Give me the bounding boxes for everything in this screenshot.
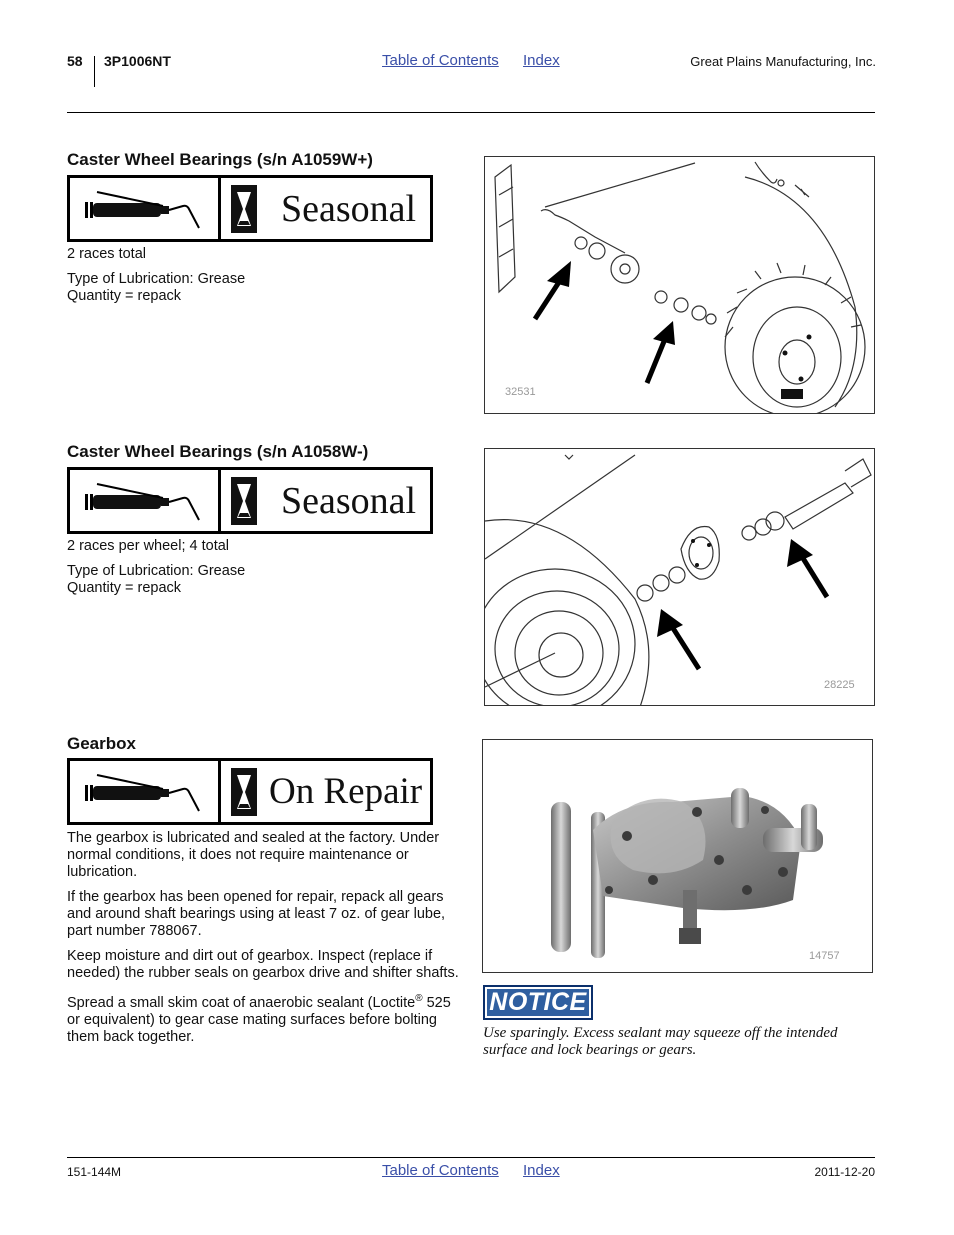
interval-label: Seasonal [281, 187, 417, 230]
page-number: 58 [67, 53, 83, 69]
header-index-link[interactable]: Index [523, 52, 560, 69]
revision-date: 2011-12-20 [814, 1165, 875, 1179]
figure-number: 28225 [824, 679, 855, 691]
figure-caster-a1058w [484, 448, 875, 706]
doc-number: 151-144M [67, 1165, 122, 1179]
footer-index-link[interactable]: Index [523, 1162, 560, 1179]
figure-gearbox-photo [482, 739, 873, 973]
section-text: 2 races total Type of Lubrication: Grease Quantity = repack [67, 246, 246, 304]
grease-gun-icon [79, 765, 209, 819]
footer-toc-link[interactable]: Table of Contents [382, 1162, 499, 1179]
grease-gun-icon [79, 474, 209, 528]
interval-label: On Repair [269, 771, 423, 812]
interval-cell [221, 470, 430, 531]
sealant-paragraph: Spread a small skim coat of anaerobic sealant (Loctite® 525 or equivalent) to gear case mating surfaces before bolting them back together. [67, 993, 451, 1045]
interval-cell [221, 761, 430, 822]
section-title-caster-a1059w: Caster Wheel Bearings (s/n A1059W+) [67, 150, 373, 169]
figure-number: 32531 [505, 386, 536, 398]
header-divider [94, 56, 95, 87]
hourglass-icon [231, 768, 257, 816]
hourglass-icon [231, 185, 257, 233]
model-number: 3P1006NT [104, 53, 171, 69]
interval-label: Seasonal [281, 479, 417, 522]
registered-mark: ® [415, 993, 423, 1004]
grease-gun-cell [70, 178, 221, 239]
lube-interval-box [67, 758, 433, 825]
grease-gun-cell [70, 761, 221, 822]
section-text: 2 races per wheel; 4 total Type of Lubrication: Grease Quantity = repack [67, 538, 246, 596]
figure-caster-a1059w [484, 156, 875, 414]
section-text: The gearbox is lubricated and sealed at the factory. Under normal conditions, it does not require maintenance or lubrication. If the gearbox has been opened for repair, repack all gears and around shaft bearings using at least 7 oz. of gear lube, part number 788067. Keep moisture and dirt out of gearbox. Inspect (replace if needed) the rubber seals on gearbox drive and shifter shafts. Spread a small skim coat of anaerobic sealant (Loctite® 525 or equivalent) to gear case mating surfaces before bolting them back together. [67, 830, 459, 1045]
footer-rule [67, 1157, 875, 1158]
header-rule [67, 112, 875, 113]
notice-text: Use sparingly. Excess sealant may squeeze off the intended surface and lock bearings or gears. [483, 1025, 838, 1058]
grease-gun-icon [79, 182, 209, 236]
hourglass-icon [231, 477, 257, 525]
lube-interval-box [67, 467, 433, 534]
lube-interval-box [67, 175, 433, 242]
grease-gun-cell [70, 470, 221, 531]
notice-label: NOTICE [483, 985, 593, 1020]
header-toc-link[interactable]: Table of Contents [382, 52, 499, 69]
interval-cell [221, 178, 430, 239]
figure-number: 14757 [809, 950, 840, 962]
section-title-gearbox: Gearbox [67, 734, 136, 753]
section-title-caster-a1058w: Caster Wheel Bearings (s/n A1058W-) [67, 442, 369, 461]
company-name: Great Plains Manufacturing, Inc. [690, 54, 876, 69]
